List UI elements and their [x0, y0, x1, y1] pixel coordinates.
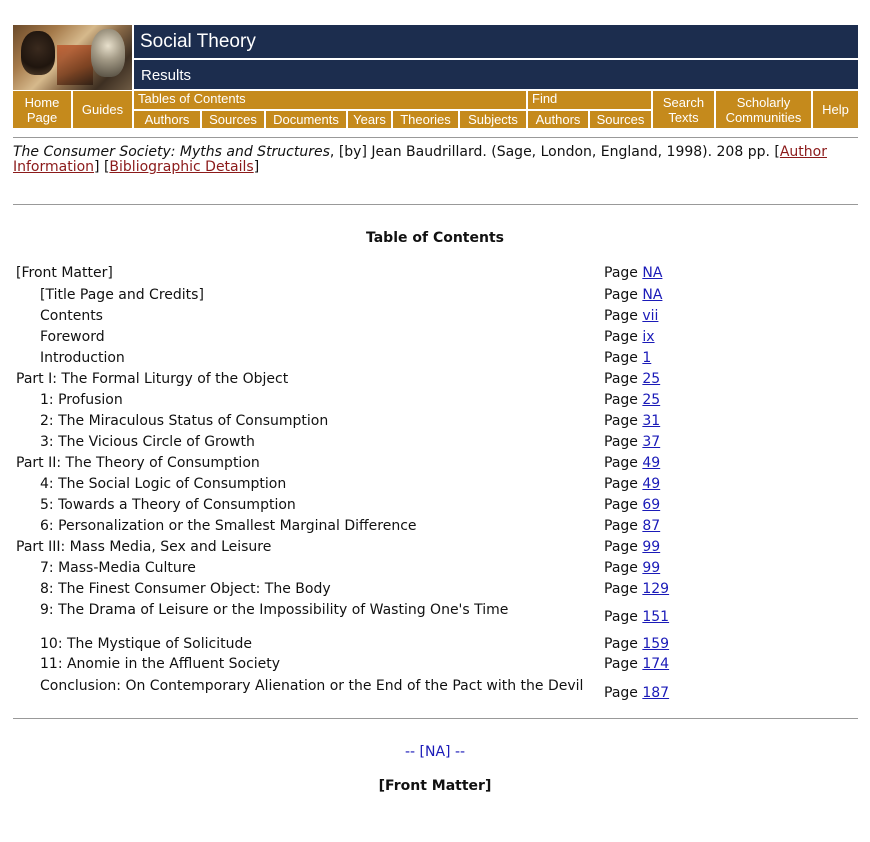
- toc-page-link[interactable]: 174: [642, 656, 670, 672]
- nav-toc-documents[interactable]: Documents: [266, 111, 346, 128]
- toc-entry-page: [604, 657, 669, 672]
- toc-page-link[interactable]: 49: [642, 476, 661, 492]
- section-navigation: [0, 744, 870, 760]
- toc-entry-page: [604, 330, 655, 345]
- nav-toc-authors[interactable]: Authors: [134, 111, 200, 128]
- nav-find-sources[interactable]: Sources: [590, 111, 651, 128]
- nav-toc-sources[interactable]: Sources: [202, 111, 264, 128]
- toc-entry-page: [604, 561, 660, 576]
- nav-search-texts[interactable]: Search Texts: [653, 91, 714, 128]
- toc-entry-title: 7: Mass-Media Culture: [40, 560, 196, 576]
- toc-entry-title: 6: Personalization or the Smallest Marginal Difference: [40, 518, 417, 534]
- book-summary: The Consumer Society: Myths and Structures, [by] Jean Baudrillard. (Sage, London, England, 1998). 208 pp. [Author Information] [Bibliographic Details]: [13, 144, 827, 175]
- page-label: Page: [604, 497, 638, 513]
- toc-page-link[interactable]: NA: [642, 287, 663, 303]
- toc-page-link[interactable]: NA: [642, 265, 663, 281]
- toc-entry-page: [604, 519, 660, 534]
- toc-entry-title: 2: The Miraculous Status of Consumption: [40, 413, 329, 429]
- toc-entry-page: [604, 686, 669, 701]
- toc-entry-title: 5: Towards a Theory of Consumption: [40, 497, 296, 513]
- toc-entry-title: 11: Anomie in the Affluent Society: [40, 656, 281, 672]
- toc-entry-title: [Front Matter]: [16, 265, 113, 281]
- page-title: Results: [141, 67, 192, 84]
- toc-page-link[interactable]: 37: [642, 434, 661, 450]
- toc-page-link[interactable]: 187: [642, 685, 670, 701]
- nav-find-authors[interactable]: Authors: [528, 111, 588, 128]
- page-label: Page: [604, 581, 638, 597]
- toc-page-link[interactable]: 151: [642, 609, 670, 625]
- page-label: Page: [604, 560, 638, 576]
- toc-page-link[interactable]: vii: [642, 308, 659, 324]
- page-label: Page: [604, 371, 638, 387]
- divider: [13, 718, 858, 719]
- toc-entry-page: [604, 393, 660, 408]
- nav-toc-years[interactable]: Years: [348, 111, 391, 128]
- toc-page-link[interactable]: ix: [642, 329, 655, 345]
- section-nav-suffix: ] --: [445, 744, 466, 760]
- toc-page-link[interactable]: 69: [642, 497, 661, 513]
- toc-page-link[interactable]: 25: [642, 392, 661, 408]
- toc-entry-title: Part I: The Formal Liturgy of the Object: [16, 371, 289, 387]
- toc-entry-page: [604, 477, 660, 492]
- site-title: Social Theory: [140, 31, 256, 52]
- nav-home-page[interactable]: Home Page: [13, 91, 71, 128]
- page-label: Page: [604, 350, 638, 366]
- page-label: Page: [604, 518, 638, 534]
- page-label: Page: [604, 434, 638, 450]
- page-label: Page: [604, 636, 638, 652]
- toc-page-link[interactable]: 99: [642, 539, 661, 555]
- toc-heading: Table of Contents: [365, 230, 504, 246]
- toc-entry-page: [604, 456, 660, 471]
- toc-entry-page: [604, 637, 669, 652]
- nav-scholarly-communities[interactable]: Scholarly Communities: [716, 91, 811, 128]
- toc-entry-title: Introduction: [40, 350, 125, 366]
- page-label: Page: [604, 265, 638, 281]
- author-information-link[interactable]: Author Information: [13, 144, 827, 175]
- toc-entry-title: 1: Profusion: [40, 392, 123, 408]
- toc-entry-title: [Title Page and Credits]: [40, 287, 204, 303]
- toc-entry-page: [604, 610, 669, 625]
- toc-entry-page: [604, 309, 658, 324]
- nav-toc-theories[interactable]: Theories: [393, 111, 458, 128]
- nav-find[interactable]: Find: [528, 91, 651, 109]
- toc-entry-page: [604, 498, 660, 513]
- page-label: Page: [604, 685, 638, 701]
- toc-page-link[interactable]: 87: [642, 518, 661, 534]
- toc-entry-title: 9: The Drama of Leisure or the Impossibility of Wasting One's Time: [40, 602, 509, 618]
- toc-entry-title: Foreword: [40, 329, 105, 345]
- toc-entry-page: [604, 582, 669, 597]
- nav-help[interactable]: Help: [813, 91, 858, 128]
- toc-entry-title: Contents: [40, 308, 103, 324]
- page-label: Page: [604, 609, 638, 625]
- section-nav-link[interactable]: NA: [424, 744, 446, 760]
- page-label: Page: [604, 656, 638, 672]
- toc-page-link[interactable]: 159: [642, 636, 670, 652]
- toc-entry-page: [604, 288, 662, 303]
- section-nav-prefix: -- [: [404, 744, 425, 760]
- toc-entry-page: [604, 372, 660, 387]
- nav-tables-of-contents[interactable]: Tables of Contents: [134, 91, 526, 109]
- page-label: Page: [604, 287, 638, 303]
- toc-entry-title: 3: The Vicious Circle of Growth: [40, 434, 255, 450]
- nav-toc-subjects[interactable]: Subjects: [460, 111, 526, 128]
- toc-entry-page: [604, 414, 660, 429]
- toc-page-link[interactable]: 31: [642, 413, 661, 429]
- page-label: Page: [604, 539, 638, 555]
- toc-entry-page: [604, 540, 660, 555]
- toc-entry-title: 4: The Social Logic of Consumption: [40, 476, 287, 492]
- page-label: Page: [604, 392, 638, 408]
- toc-entry-page: [604, 351, 651, 366]
- toc-page-link[interactable]: 25: [642, 371, 661, 387]
- toc-entry-title: Part II: The Theory of Consumption: [16, 455, 260, 471]
- toc-entry-page: [604, 266, 662, 281]
- toc-entry-title: Conclusion: On Contemporary Alienation or the End of the Pact with the Devil: [40, 678, 584, 694]
- page-label: Page: [604, 413, 638, 429]
- page-label: Page: [604, 455, 638, 471]
- citation-text: , [by] Jean Baudrillard. (Sage, London, England, 1998). 208 pp.: [329, 144, 775, 160]
- toc-entry-title: Part III: Mass Media, Sex and Leisure: [16, 539, 272, 555]
- book-title: The Consumer Society: Myths and Structures: [13, 144, 330, 160]
- toc-page-link[interactable]: 129: [642, 581, 670, 597]
- nav-guides[interactable]: Guides: [73, 91, 132, 128]
- toc-entry-title: 10: The Mystique of Solicitude: [40, 636, 252, 652]
- page-label: Page: [604, 476, 638, 492]
- toc-page-link[interactable]: 99: [642, 560, 661, 576]
- bibliographic-details-link[interactable]: Bibliographic Details: [109, 159, 254, 175]
- toc-page-link[interactable]: 49: [642, 455, 661, 471]
- toc-entry-title: 8: The Finest Consumer Object: The Body: [40, 581, 331, 597]
- page-label: Page: [604, 308, 638, 324]
- toc-page-link[interactable]: 1: [642, 350, 652, 366]
- section-title: [Front Matter]: [378, 778, 492, 794]
- page-label: Page: [604, 329, 638, 345]
- toc-entry-page: [604, 435, 660, 450]
